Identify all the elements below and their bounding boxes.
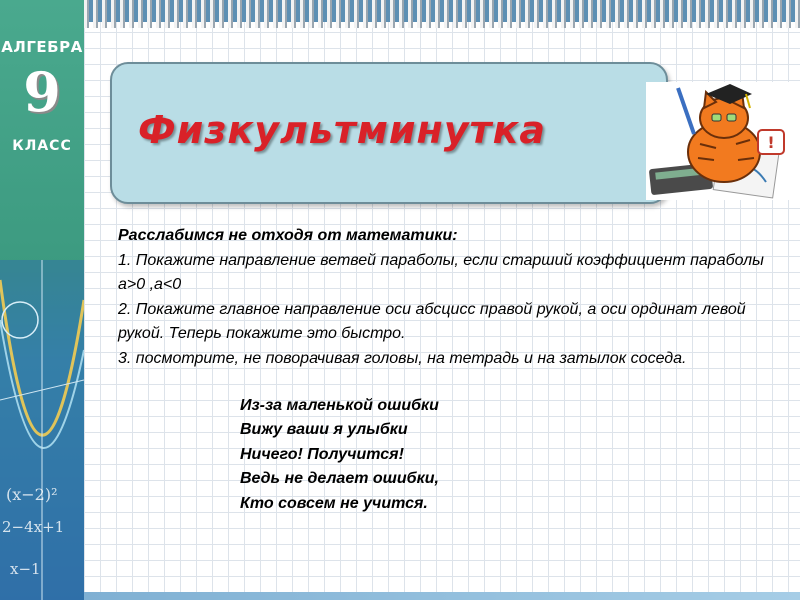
poem-line-1: Из-за маленькой ошибки: [240, 397, 439, 414]
grade-label: КЛАСС: [12, 138, 72, 154]
poem-line-3: Ничего! Получится!: [240, 445, 404, 463]
instruction-item-3: 3. посмотрите, не поворачивая головы, на тетрадь и на затылок соседа.: [118, 349, 687, 367]
poem: [240, 394, 660, 516]
bottom-band: [84, 592, 800, 600]
subject-label: АЛГЕБРА: [1, 38, 83, 56]
notebook-spiral: [84, 0, 800, 22]
cat-mascot-icon: [646, 82, 800, 200]
slide-title: Физкультминутка: [138, 108, 547, 152]
grade-number: 9: [23, 60, 61, 124]
spiral-rings: [84, 0, 800, 28]
poem-line-5: Кто совсем не учится.: [240, 494, 428, 512]
svg-text:2−4x+1: 2−4x+1: [2, 518, 65, 536]
instruction-item-1: 1. Покажите направление ветвей параболы, если старший коэффициент параболы a>0 ,a<0: [118, 251, 764, 294]
warning-sign-text: !: [767, 133, 775, 152]
poem-line-4: Ведь не делает ошибки,: [240, 470, 439, 488]
instructions-text: [118, 224, 778, 372]
poem-line-2: Вижу ваши я улыбки: [240, 421, 408, 439]
svg-text:(x−2)²: (x−2)²: [6, 485, 58, 504]
title-box: [110, 62, 668, 204]
math-graph-illustration: [0, 260, 84, 600]
instructions-intro: Расслабимся не отходя от математики:: [118, 227, 458, 244]
svg-text:x−1: x−1: [10, 560, 41, 578]
instruction-item-2: 2. Покажите главное направление оси абсцисс правой рукой, а оси ординат левой рукой. Теперь покажите это быстро.: [118, 300, 746, 343]
cover-sidebar: [0, 0, 84, 600]
